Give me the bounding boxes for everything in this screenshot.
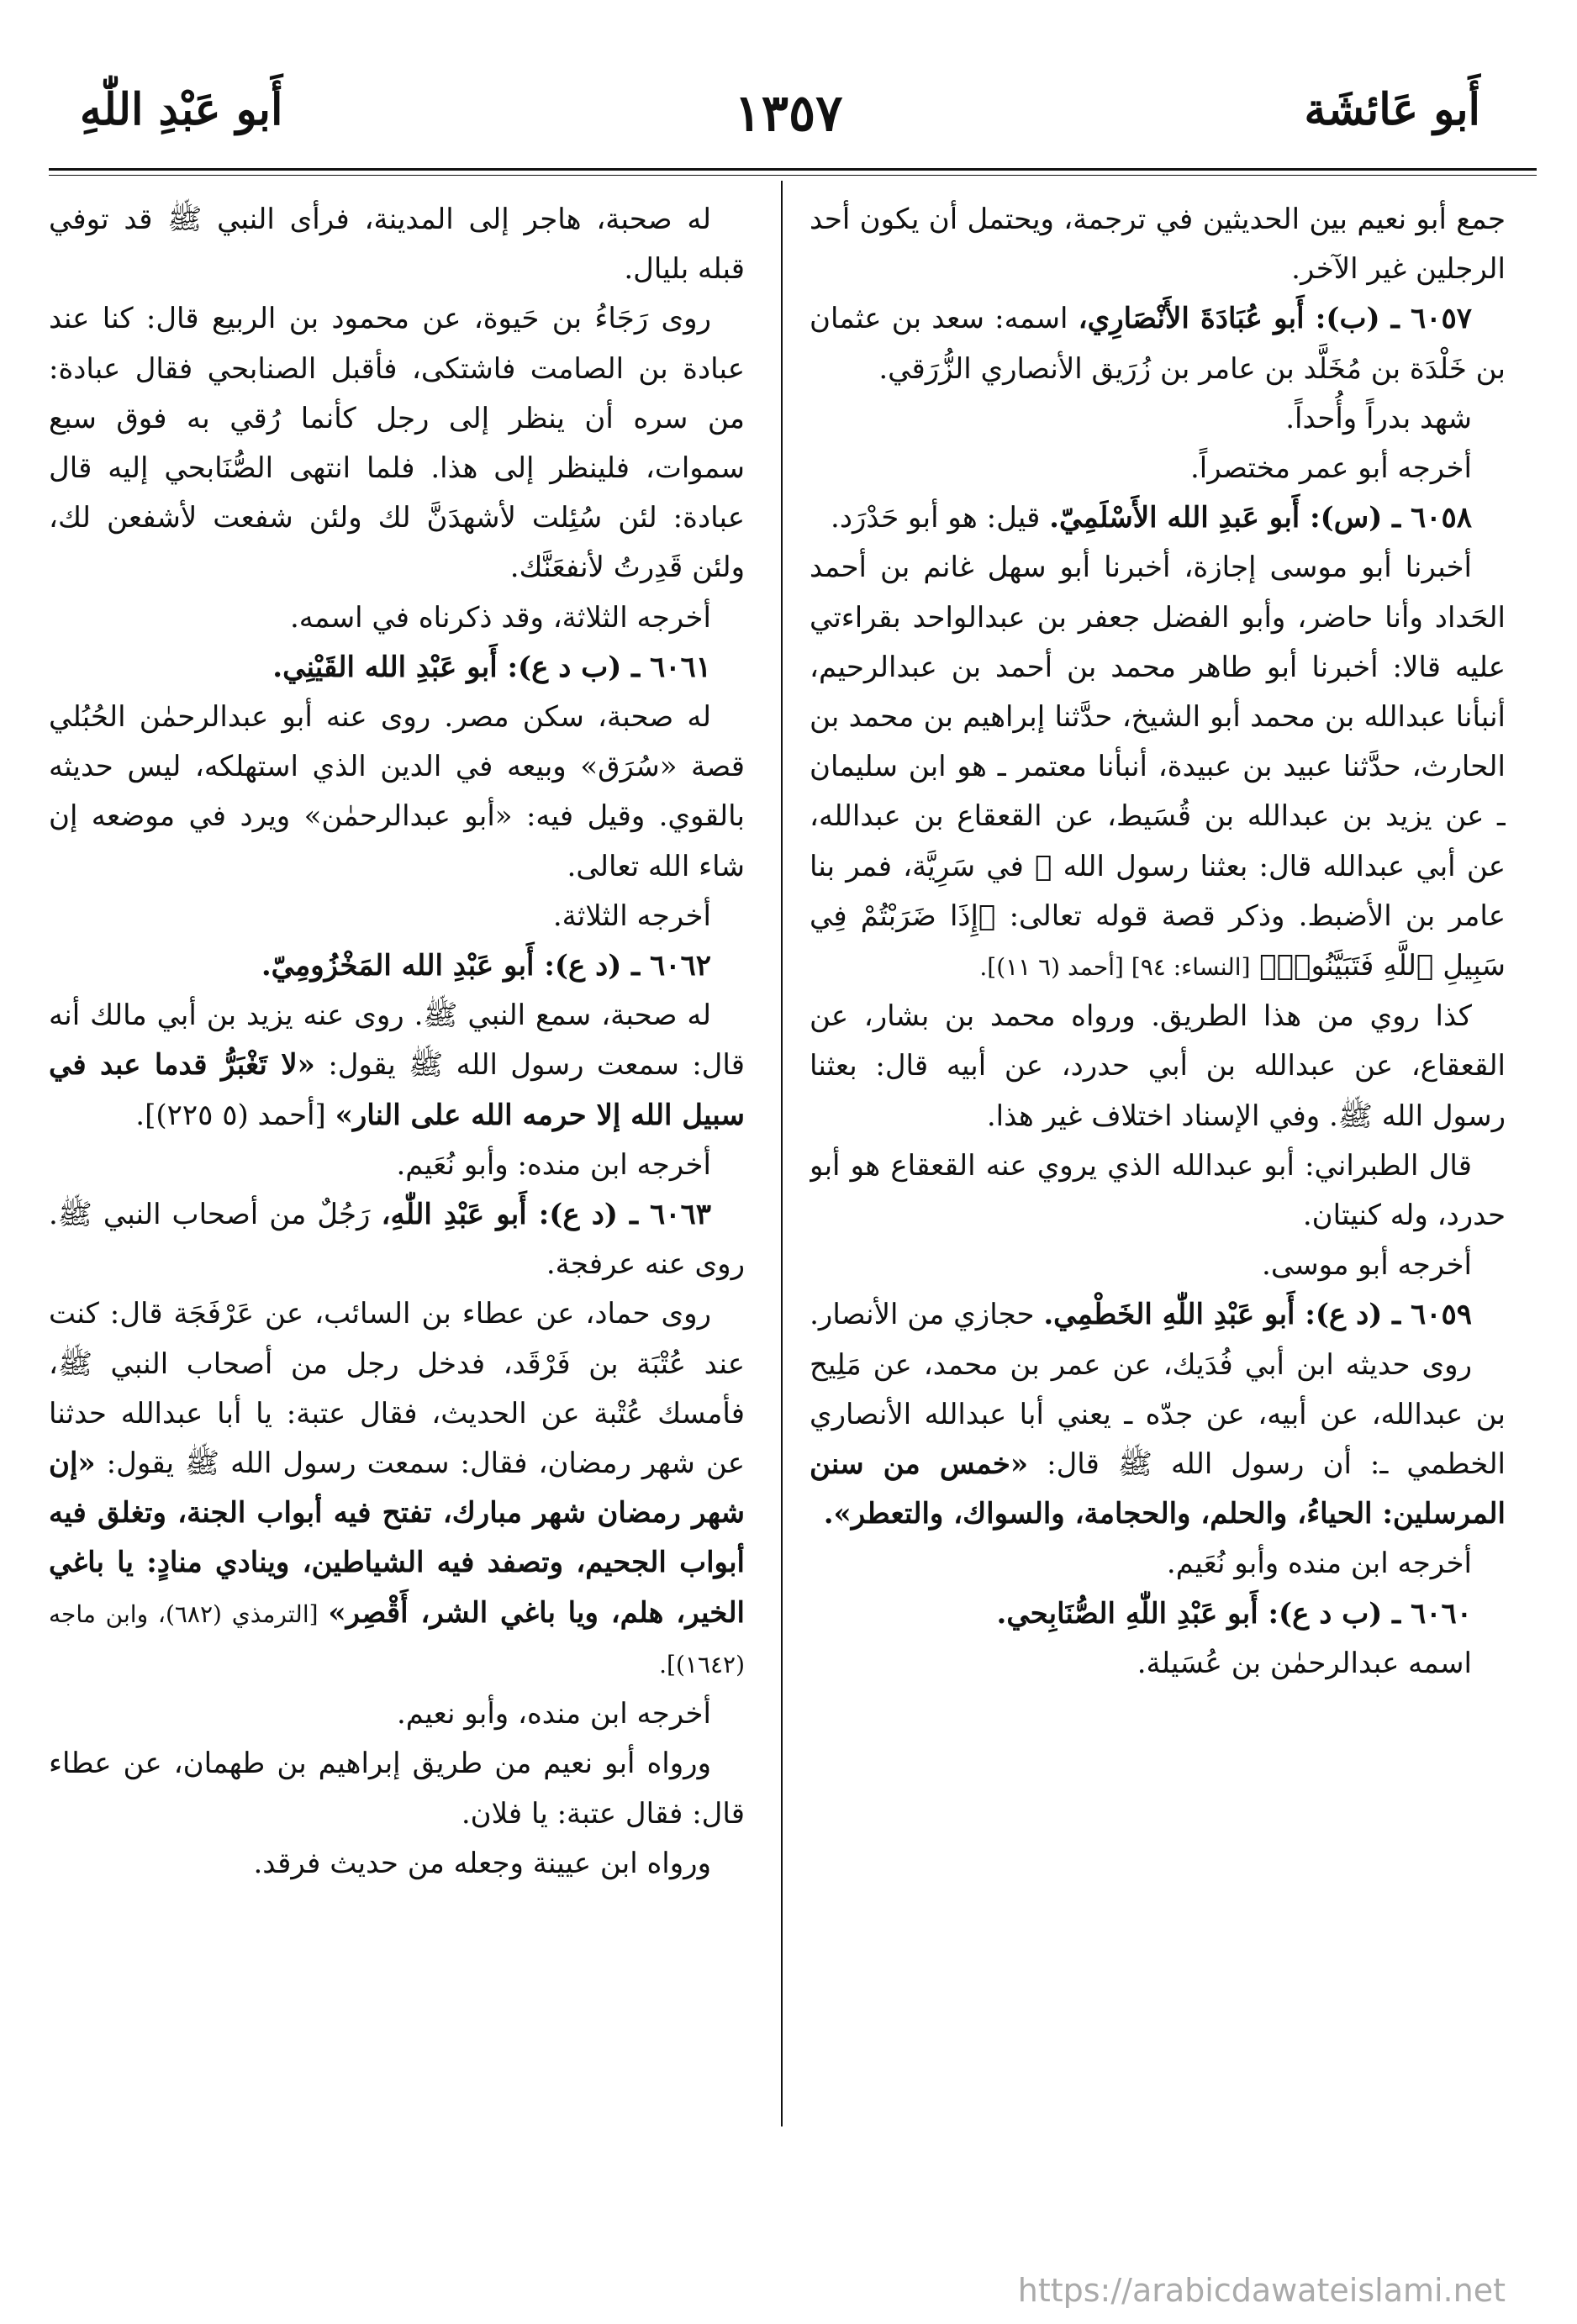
paragraph — [49, 991, 745, 1141]
paragraph — [49, 643, 745, 693]
text-run: له صحبة، هاجر إلى المدينة، فرأى النبي ﷺ قد توفي قبله بليال. — [49, 203, 745, 287]
text-run: اسمه: سعد بن عثمان بن خَلْدَة بن مُخَلَّد بن عامر بن زُرَيق الأنصاري الزُّرَقي. — [810, 302, 1506, 386]
bold-text: «خمس من سنن المرسلين: الحياءُ، والحلم، والحجامة، والسواك، والتعطر». — [810, 1447, 1506, 1531]
text-run: كذا روي من هذا الطريق. ورواه محمد بن بشار، عن القعقاع، عن عبدالله بن أبي حدرد، عن أبيه قال: بعثنا رسول الله ﷺ. وفي الإسناد اختلاف غير هذا. — [810, 999, 1506, 1133]
text-run: روى رَجَاءُ بن حَيوة، عن محمود بن الربيع قال: كنا عند عبادة بن الصامت فاشتكى، فأقبل الصنابحي فقال عبادة: من سره أن ينظر إلى رجل كأنما رُقي به فوق سبع سموات، فلينظر إلى هذا. فلما انتهى الصُّنَابحي إليه قال عبادة: لئن سُئِلت لأشهدَنَّ لك ولئن شفعت لأشفعن لك، ولئن قَدِرتُ لأنفعَنَّك. — [49, 302, 745, 585]
column-divider — [781, 181, 783, 2126]
page-header — [0, 84, 1577, 160]
bold-text: «إن شهر رمضان شهر مبارك، تفتح فيه أبواب الجنة، وتغلق فيه أبواب الجحيم، وتصفد فيه الشياطين، وينادي منادٍ: يا باغي الخير، هلم، ويا باغي الشر، أَقْصِر» — [49, 1447, 745, 1630]
paragraph — [49, 1839, 745, 1889]
text-run: أخبرنا أبو موسى إجازة، أخبرنا أبو سهل غانم بن أحمد الحَداد وأنا حاضر، وأبو الفضل جعفر بن عبدالواحد بقراءتي عليه قالا: أخبرنا أبو طاهر محمد بن أحمد بن عبدالرحيم، أنبأنا عبدالله بن محمد أبو الشيخ، حدَّثنا إبراهيم بن محمد بن الحارث، حدَّثنا عبيد بن عبيدة، أنبأنا معتمر ـ هو ابن سليمان ـ عن يزيد بن عبدالله بن قُسَيط، عن القعقاع بن عبدالله، عن أبي عبدالله قال: بعثنا رسول الله ﷺ في سَرِيَّة، فمر بنا عامر بن الأضبط. وذكر قصة قوله تعالى: ﴿إِذَا ضَرَبْتُمْ فِي سَبِيلِ ٱللَّهِ فَتَبَيَّنُوا۟﴾ — [810, 551, 1506, 983]
paragraph — [810, 394, 1506, 444]
paragraph — [810, 1341, 1506, 1540]
watermark-url: https://arabicdawateislami.net — [1017, 2272, 1506, 2309]
paragraph — [49, 1190, 745, 1289]
paragraph — [810, 992, 1506, 1141]
paragraph — [810, 444, 1506, 493]
paragraph — [810, 1141, 1506, 1241]
text-run: حجازي من الأنصار. — [810, 1298, 1044, 1332]
paragraph — [810, 1290, 1506, 1340]
right-column — [810, 195, 1506, 2153]
page-number: ١٣٥٧ — [734, 84, 843, 143]
text-run: أخرجه ابن منده، وأبو نعيم. — [396, 1697, 711, 1731]
text-run: اسمه عبدالرحمٰن بن عُسَيلة. — [1137, 1646, 1472, 1680]
text-run: [أحمد (٥ ٢٢٥)]. — [135, 1098, 335, 1132]
text-run: جمع أبو نعيم بين الحديثين في ترجمة، ويحتمل أن يكون أحد الرجلين غير الآخر. — [810, 203, 1506, 287]
paragraph — [49, 1141, 745, 1190]
text-run: ورواه ابن عيينة وجعله من حديث فرقد. — [253, 1846, 711, 1880]
bold-text: ٦٠٥٧ ـ (ب): أَبو عُبَادَةَ الأَنْصَارِي، — [1078, 302, 1472, 336]
text-run: [الترمذي (٦٨٢)، وابن ماجه (١٦٤٢)]. — [49, 1599, 745, 1678]
paragraph — [49, 593, 745, 643]
text-run: شهد بدراً وأُحداً. — [1285, 401, 1472, 435]
paragraph — [49, 1689, 745, 1739]
text-run: روى حماد، عن عطاء بن السائب، عن عَرْفَجَة قال: كنت عند عُتْبَة بن فَرْقَد، فدخل رجل من أصحاب النبي ﷺ، فأمسك عُتْبة عن الحديث، فقال عتبة: يا أبا عبدالله حدثنا عن شهر رمضان، فقال: سمعت رسول الله ﷺ يقول: — [49, 1297, 745, 1481]
text-run: أخرجه ابن منده: وأبو نُعَيم. — [396, 1147, 711, 1182]
text-run: روى حديثه ابن أبي فُدَيك، عن عمر بن محمد، عن مَلِيح بن عبدالله، عن أبيه، عن جدّه ـ يعني أبا عبدالله الأنصاري الخطمي ـ: أن رسول الله ﷺ قال: — [810, 1347, 1506, 1482]
paragraph — [810, 543, 1506, 992]
running-head-left: أَبو عَبْدِ اللّٰهِ — [80, 84, 283, 135]
paragraph — [49, 1739, 745, 1838]
text-run: أخرجه الثلاثة. — [552, 899, 711, 933]
text-run: قال الطبراني: أبو عبدالله الذي يروي عنه القعقاع هو أبو حدرد، وله كنيتان. — [810, 1148, 1506, 1233]
paragraph — [49, 892, 745, 941]
paragraph — [49, 294, 745, 593]
text-run: رَجُلٌ من أصحاب النبي ﷺ. روى عنه عرفجة. — [49, 1198, 745, 1282]
text-run: [النساء: ٩٤] [أحمد (٦ ١١)]. — [979, 953, 1251, 982]
bold-text: ٦٠٥٩ ـ (د ع): أَبو عَبْدِ اللّٰهِ الخَطْمِي. — [1043, 1298, 1472, 1332]
bold-text: ٦٠٦٢ ـ (د ع): أَبو عَبْدِ الله المَخْزُومِيّ. — [261, 949, 711, 983]
bold-text: ٦٠٦٣ ـ (د ع): أَبو عَبْدِ اللّٰهِ، — [381, 1198, 712, 1232]
header-rule-thin — [49, 175, 1537, 176]
bold-text: ٦٠٦١ ـ (ب د ع): أَبو عَبْدِ الله القَيْنِي. — [272, 650, 711, 684]
bold-text: ٦٠٥٨ ـ (س): أَبو عَبدِ الله الأَسْلَمِيّ. — [1049, 501, 1472, 535]
bold-text: «لا تَغْبَرُّ قدما عبد في سبيل الله إلا حرمه الله على النار» — [49, 1048, 745, 1132]
text-run: قيل: هو أبو حَدْرَد. — [831, 501, 1050, 535]
paragraph — [810, 195, 1506, 294]
header-rule — [49, 168, 1537, 171]
text-run: له صحبة، سكن مصر. روى عنه أبو عبدالرحمٰن الحُبُلي قصة «سُرَق» وبيعه في الدين الذي استهلكه، ليس حديثه بالقوي. وقيل فيه: «أبو عبدالرحمٰن» ويرد في موضعه إن شاء الله تعالى. — [49, 700, 745, 883]
paragraph — [810, 1539, 1506, 1589]
paragraph — [49, 195, 745, 294]
text-run: أخرجه أبو موسى. — [1262, 1248, 1472, 1283]
text-run: أخرجه الثلاثة، وقد ذكرناه في اسمه. — [290, 600, 711, 635]
text-run: له صحبة، سمع النبي ﷺ. روى عنه يزيد بن أبي مالك أنه قال: سمعت رسول الله ﷺ يقول: — [49, 999, 745, 1083]
paragraph — [49, 693, 745, 892]
paragraph — [49, 1289, 745, 1689]
paragraph — [810, 493, 1506, 543]
running-head-right: أَبو عَائشَة — [1304, 84, 1480, 135]
paragraph — [810, 294, 1506, 393]
left-column — [49, 195, 745, 2153]
text-run: ورواه أبو نعيم من طريق إبراهيم بن طهمان، عن عطاء قال: فقال عتبة: يا فلان. — [49, 1747, 745, 1831]
paragraph — [810, 1639, 1506, 1689]
bold-text: ٦٠٦٠ ـ (ب د ع): أَبو عَبْدِ اللّٰهِ الصُّنَابِحي. — [996, 1596, 1472, 1631]
paragraph — [810, 1589, 1506, 1639]
text-run: أخرجه ابن منده وأبو نُعَيم. — [1166, 1547, 1472, 1581]
text-run: أخرجه أبو عمر مختصراً. — [1190, 451, 1472, 486]
paragraph — [810, 1241, 1506, 1290]
paragraph — [49, 941, 745, 991]
